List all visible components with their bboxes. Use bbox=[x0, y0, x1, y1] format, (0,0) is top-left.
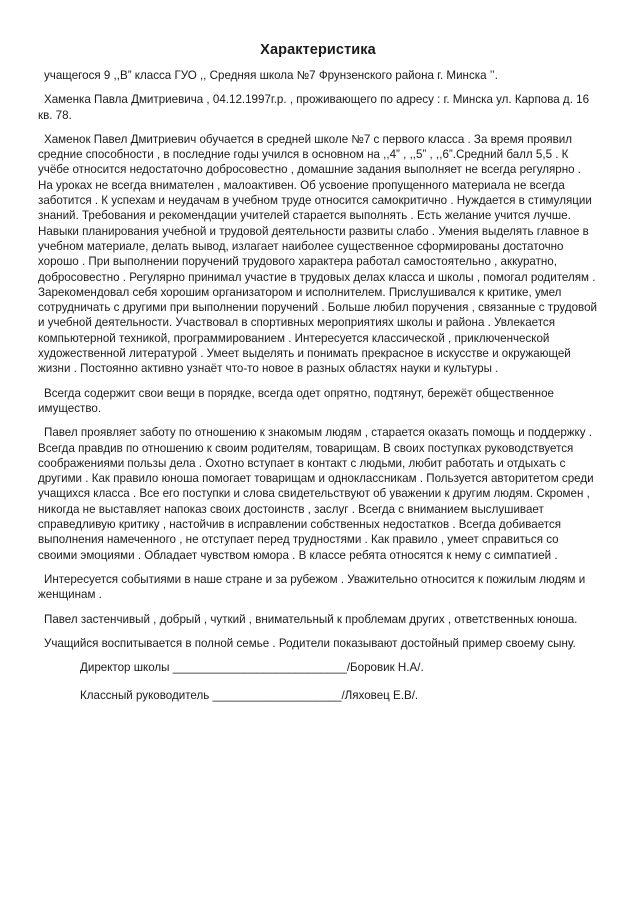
paragraph-student-name-address: Хаменка Павла Дмитриевича , 04.12.1997г.р. , проживающего по адресу : г. Минска ул. Карпова д. 16 кв. 78. bbox=[38, 93, 590, 122]
paragraph-character: Павел проявляет заботу по отношению к знакомым людям , старается оказать помощь и поддержку . Всегда правдив по отношению к своим родителям, товарищам. В своих поступках руководствуется соображениями пользы дела . Охотно вступает в контакт с людьми, любит работать и отдыхать с другими . Как правило юноша помогает товарищам и одноклассникам . Пользуется авторитетом среди учащихся класса . Все его поступки и слова свидетельствуют об уважении к другим людям. Скромен , никогда не выставляет напоказ своих достоинств , заслуг . Всегда с вниманием выслушивает справедливую критику , настойчив в исправлении собственных недостатков . Всегда добивается выполнения намеченного , не отступает перед трудностями . Как правило , умеет справиться со своими эмоциями . Обладает чувством юмора . В классе ребята относятся к нему с симпатией . bbox=[38, 426, 594, 562]
document-title: Характеристика bbox=[260, 42, 376, 58]
signature-class-teacher: Классный руководитель ____________________/Ляховец Е.В/. bbox=[80, 689, 419, 703]
paragraph-family: Учащийся воспитывается в полной семье . Родители показывают достойный пример своему сыну. bbox=[44, 636, 576, 650]
signature-director: Директор школы ___________________________/Боровик Н.А/. bbox=[80, 661, 424, 675]
paragraph-interests: Интересуется событиями в наше стране и за рубежом . Уважительно относится к пожилым людям и женщинам . bbox=[38, 572, 586, 602]
paragraph-student-class: учащегося 9 ,,В” класса ГУО ,, Средняя школа №7 Фрунзенского района г. Минска ’’. bbox=[44, 69, 498, 82]
paragraph-neatness: Всегда содержит свои вещи в порядке, всегда одет опрятно, подтянут, бережёт общественное имущество. bbox=[38, 386, 554, 415]
paragraph-study-description: Хаменок Павел Дмитриевич обучается в средней школе №7 с первого класса . За время проявил средние способности , в последние годы учился в основном на ,,4” , ,,5” , ,,6”.Средний балл 5,5 . К учёбе относится недостаточно добросовестно , домашние задания выполняет не всегда регулярно . На уроках не всегда внимателен , малоактивен. Об усвоение пропущенного материала не всегда заботится . К успехам и неудачам в учебном труде относится самокритично . Нуждается в стимуляции знаний. Требования и рекомендации учителей старается выполнять . Есть желание учится лучше. Навыки планирования учебной и трудовой деятельности развиты слабо . Умения выделять главное в учебном материале, делать вывод, излагает наиболее существенное сформированы достаточно хорошо . При выполнении поручений трудового характера работал самостоятельно , аккуратно, добросовестно . Регулярно принимал участие в трудовых делах класса и школы , помогал родителям . Зарекомендовал себя хорошим организатором и исполнителем. Прислушивался к критике, умел сотрудничать с другими при выполнении поручений . Больше любил поручения , связанные с трудовой и учебной деятельности. Участвовал в спортивных мероприятиях школы и района . Увлекается компьютерной техникой, программированием . Интересуется классической , приключенческой художественной литературой . Умеет выделять и понимать прекрасное в искусстве и окружающей жизни . Постоянно активно узнаёт что-то новое в разных областях науки и культуры . bbox=[38, 132, 597, 376]
paragraph-personality: Павел застенчивый , добрый , чуткий , внимательный к проблемам других , ответственных юноша. bbox=[44, 612, 578, 626]
